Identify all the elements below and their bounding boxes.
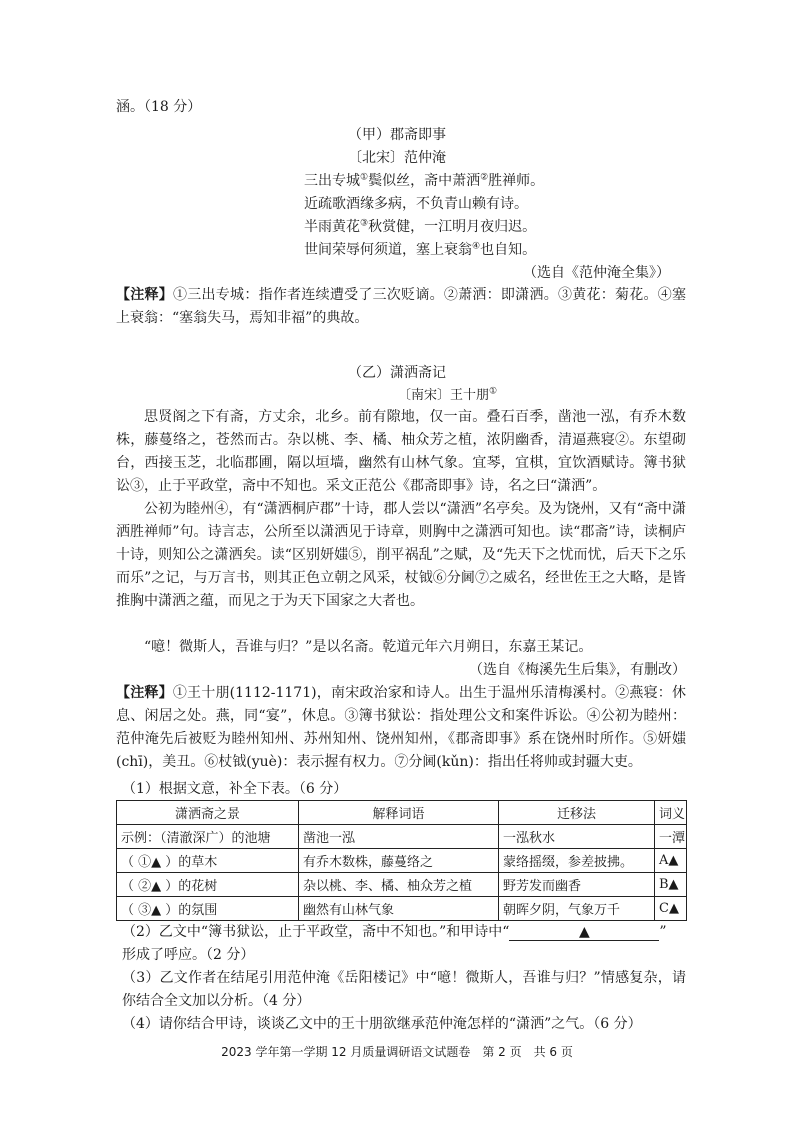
table-cell: 幽然有山林气象 bbox=[299, 897, 499, 921]
answer-blank-1[interactable]: （ ①▲ ）的草木 bbox=[117, 849, 299, 873]
table-header-row bbox=[117, 801, 687, 825]
poem-line-3: 半雨黄花③秋赏健，一江明月夜归迟。 bbox=[304, 218, 537, 235]
essay-author: 〔南宋〕王十朋① bbox=[398, 386, 498, 403]
table-cell: 蒙络摇缀，参差披拂。 bbox=[499, 849, 655, 873]
question-1: （1）根据文意，补全下表。（6 分） bbox=[122, 781, 348, 797]
essay-note: 【注释】①王十朋(1112-1171)，南宋政治家和诗人。出生于温州乐清梅溪村。②燕寝：休息、闲居之处。燕，同“宴”，休息。③簿书狱讼：指处理公文和案件诉讼。④公初为睦州：范仲淹先后被贬为睦州知州、苏州知州、饶州知州，《郡斋即事》系在饶州时所作。⑤妍媸(chī)，美丑。⑥杖钺(yuè)：表示握有权力。⑦分阃(kǔn)：指出任将帅或封疆大吏。 bbox=[116, 685, 686, 770]
essay-paragraph-3: “噫！微斯人，吾谁与归？”是以名斋。乾道元年六月朔日，东嘉王某记。 bbox=[144, 639, 593, 655]
poem-line-4: 世间荣辱何须道，塞上衰翁④也自知。 bbox=[304, 241, 537, 258]
answer-table bbox=[116, 800, 687, 921]
table-cell: 有乔木数株，藤蔓络之 bbox=[299, 849, 499, 873]
essay-source: （选自《梅溪先生后集》，有删改） bbox=[469, 662, 686, 678]
answer-blank-2[interactable]: （ ②▲ ）的花树 bbox=[117, 873, 299, 897]
poem-author: 〔北宋〕范仲淹 bbox=[348, 150, 446, 166]
table-header-cell: 词义 bbox=[655, 801, 687, 825]
table-row bbox=[117, 849, 687, 873]
poem-title: （甲）郡斋即事 bbox=[348, 127, 446, 143]
table-header-cell: 迁移法 bbox=[499, 801, 655, 825]
table-row bbox=[117, 825, 687, 849]
answer-blank-c[interactable]: C▲ bbox=[655, 897, 687, 921]
answer-blank-3[interactable]: （ ③▲ ）的氛围 bbox=[117, 897, 299, 921]
table-cell: 杂以桃、李、橘、柚众芳之植 bbox=[299, 873, 499, 897]
question-4: （4）请你结合甲诗，谈谈乙文中的王十朋欲继承范仲淹怎样的“潇洒”之气。（6 分） bbox=[122, 1016, 642, 1032]
table-row bbox=[117, 897, 687, 921]
header-fragment: 涵。（18 分） bbox=[116, 99, 202, 115]
table-header-cell: 潇洒斋之景 bbox=[117, 801, 299, 825]
answer-blank-q2[interactable]: ▲ bbox=[509, 924, 659, 941]
essay-paragraph-2: 公初为睦州④，有“潇洒桐庐郡”十诗，郡人尝以“潇洒”名亭矣。及为饶州，又有“斋中潇洒胜禅师”句。诗言志，公所至以潇洒见于诗章，则胸中之潇洒可知也。读“郡斋”诗，读桐庐十诗，则知公之潇洒矣。读“区别妍媸⑤，削平祸乱”之赋，及“先天下之忧而忧，后天下之乐而乐”之记，与万言书，则其正色立朝之风采，杖钺⑥分阃⑦之威名，经世佐王之大略，是皆推胸中潇洒之蕴，而见之于为天下国家之大者也。 bbox=[116, 501, 686, 609]
poem-line-2: 近疏歌酒缘多病，不负青山赖有诗。 bbox=[304, 196, 528, 212]
poem-note: 【注释】①三出专城：指作者连续遭受了三次贬谪。②萧洒：即潇洒。③黄花：菊花。④塞上衰翁：“塞翁失马，焉知非福”的典故。 bbox=[116, 287, 687, 326]
question-2: （2）乙文中“簿书狱讼，止于平政堂，斋中不知也。”和甲诗中“ ▲ ” bbox=[122, 924, 667, 940]
poem-line-1: 三出专城①鬓似丝，斋中萧洒②胜禅师。 bbox=[304, 172, 545, 189]
question-3: （3）乙文作者在结尾引用范仲淹《岳阳楼记》中“噫！微斯人，吾谁与归？”情感复杂，请你结合全文加以分析。（4 分） bbox=[122, 970, 686, 1009]
table-cell: 示例：（清澈深广）的池塘 bbox=[117, 825, 299, 849]
table-row bbox=[117, 873, 687, 897]
table-cell: 凿池一泓 bbox=[299, 825, 499, 849]
essay-paragraph-1: 思贤阁之下有斋，方丈余，北乡。前有隙地，仅一亩。叠石百季，凿池一泓，有乔木数株，藤蔓络之，苍然而古。杂以桃、李、橘、柚众芳之植，浓阴幽香，清逼燕寝②。东望砌台，西接玉芝，北临郡圃，隔以垣墙，幽然有山林气象。宜琴，宜棋，宜饮酒赋诗。簿书狱讼③，止于平政堂，斋中不知也。采文正范公《郡斋即事》诗，名之曰“潇洒”。 bbox=[116, 409, 686, 494]
page-footer: 2023 学年第一学期 12 月质量调研语文试题卷 第 2 页 共 6 页 bbox=[221, 1045, 573, 1059]
table-cell: 一潭 bbox=[655, 825, 687, 849]
answer-blank-b[interactable]: B▲ bbox=[655, 873, 687, 897]
question-2-cont: 形成了呼应。（2 分） bbox=[122, 947, 255, 963]
table-header-cell: 解释词语 bbox=[299, 801, 499, 825]
answer-blank-a[interactable]: A▲ bbox=[655, 849, 687, 873]
poem-source: （选自《范仲淹全集》） bbox=[523, 265, 670, 281]
table-cell: 朝晖夕阴，气象万千 bbox=[499, 897, 655, 921]
table-cell: 一泓秋水 bbox=[499, 825, 655, 849]
table-cell: 野芳发而幽香 bbox=[499, 873, 655, 897]
essay-title: （乙）潇洒斋记 bbox=[348, 365, 446, 381]
